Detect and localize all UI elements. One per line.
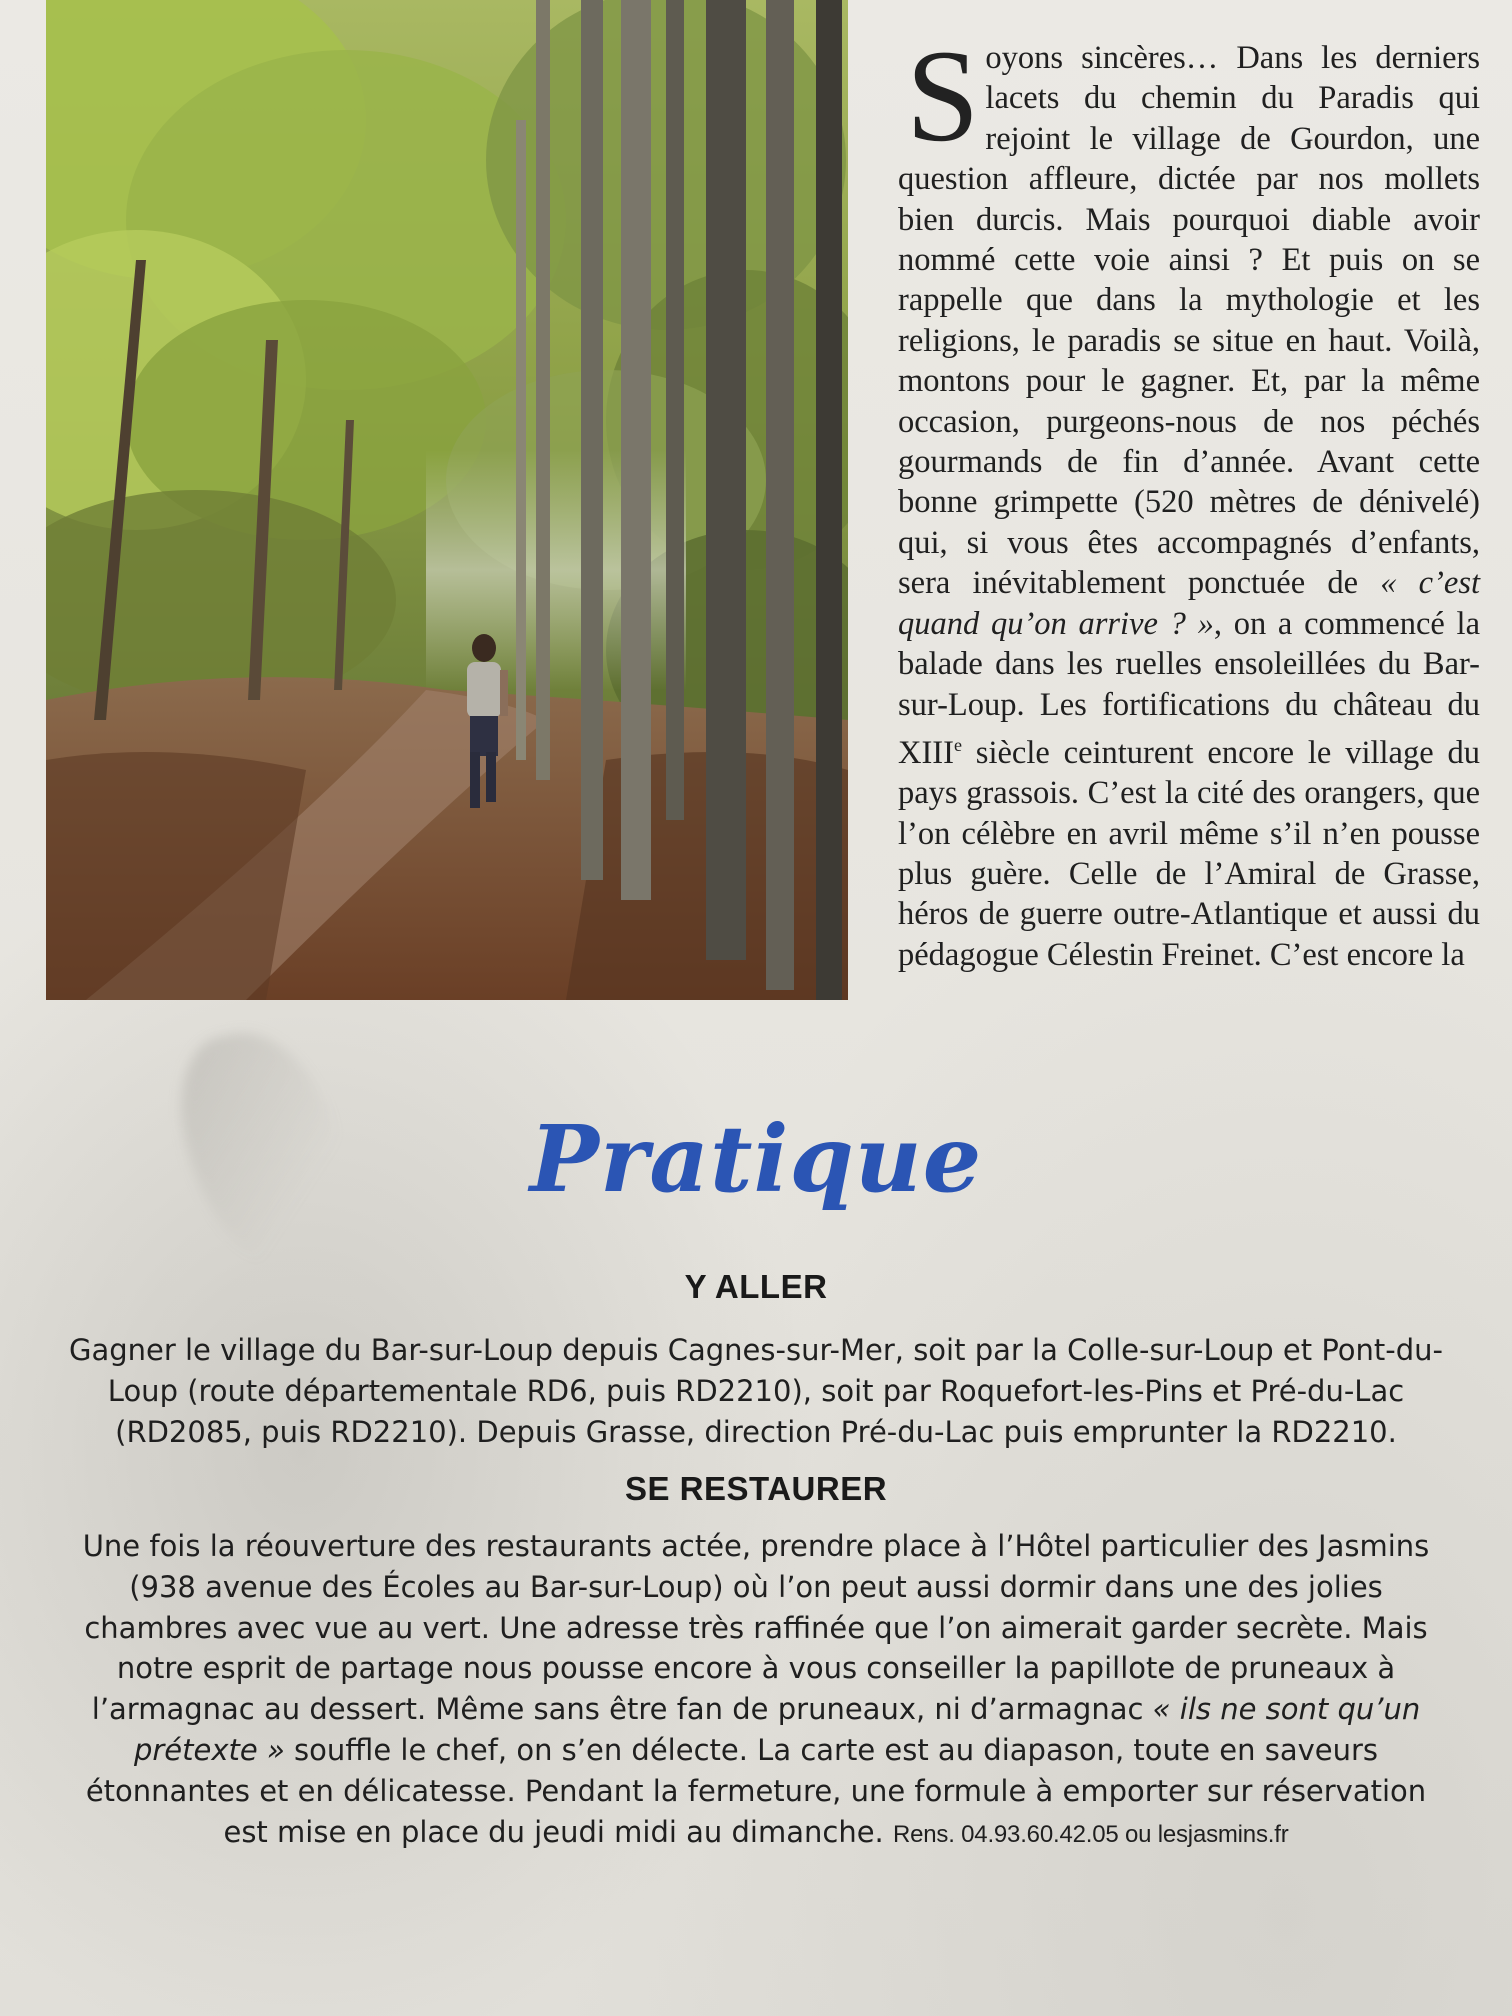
se-restaurer-heading: SE RESTAURER bbox=[624, 1470, 888, 1507]
article-quote: « c’est quand qu’on arrive ? » bbox=[898, 565, 1480, 642]
article-body bbox=[898, 22, 1481, 975]
y-aller-heading: Y ALLER bbox=[684, 1268, 828, 1305]
pratique-title: Pratique bbox=[529, 1105, 983, 1213]
y-aller-text: Gagner le village du Bar-sur-Loup depuis Cagnes-sur-Mer, soit par la Colle-sur-Loup et Pont-du-Loup (route départementale RD6, puis RD2210), soit par Roquefort-les-Pins et Pré-du-Lac (RD2085, puis RD2210). Depuis Grasse, direction Pré-du-Lac puis emprunter la RD2210. bbox=[68, 1333, 1443, 1449]
century-superscript: e bbox=[953, 734, 962, 755]
se-restaurer-text-start: Une fois la réouverture des restaurants actée, prendre place à l’Hôtel particulier des Jasmins (938 avenue des Écoles au Bar-sur-Loup) où l’on peut aussi dormir dans une des jolies chambres avec vue au vert. Une adresse très raffinée que l’on aimerait garder secrète. Mais notre esprit de partage nous pousse encore à vous conseiller la papillote de pruneaux à l’armagnac au dessert. Même sans être fan de pruneaux, ni d’armagnac bbox=[82, 1529, 1430, 1727]
forest-path-photo bbox=[46, 0, 848, 1000]
se-restaurer-text-end: souffle le chef, on s’en délecte. La carte est au diapason, toute en saveurs étonnantes et en délicatesse. Pendant la fermeture, une formule à emporter sur réservation est mise en place du jeudi midi au dimanche. bbox=[85, 1732, 1427, 1849]
article-text-mid: , on a commencé la balade dans les ruelles ensoleillées du Bar-sur-Loup. Les fortifications du château du XIII bbox=[898, 605, 1481, 771]
contact-info: Rens. 04.93.60.42.05 ou lesjasmins.fr bbox=[892, 1820, 1289, 1848]
chef-quote: « ils ne sont qu’un prétexte » bbox=[133, 1692, 1421, 1767]
article-text-end: siècle ceinturent encore le village du pays grassois. C’est la cité des orangers, que l’on célèbre en avril même s’il n’en pousse plus guère. Celle de l’Amiral de Grasse, héros de guerre outre-Atlantique et aussi du pédagogue Célestin Freinet. C’est encore la bbox=[898, 734, 1480, 973]
forest-illustration bbox=[46, 0, 848, 1000]
drop-cap: S bbox=[906, 22, 980, 169]
se-restaurer-text bbox=[64, 1526, 1448, 1855]
article-text-start: oyons sincères… Dans les derniers lacets du chemin du Paradis qui rejoint le village de Gourdon, une question affleure, dictée par nos mollets bien durcis. Mais pourquoi diable avoir nommé cette voie ainsi ? Et puis on se rappelle que dans la mythologie et les religions, le paradis se situe en haut. Voilà, montons pour le gagner. Et, par la même occasion, purgeons-nous de nos péchés gourmands de fin d’année. Avant cette bonne grimpette (520 mètres de dénivelé) qui, si vous êtes accompagnés d’enfants, sera inévitablement ponctuée de bbox=[898, 40, 1480, 602]
